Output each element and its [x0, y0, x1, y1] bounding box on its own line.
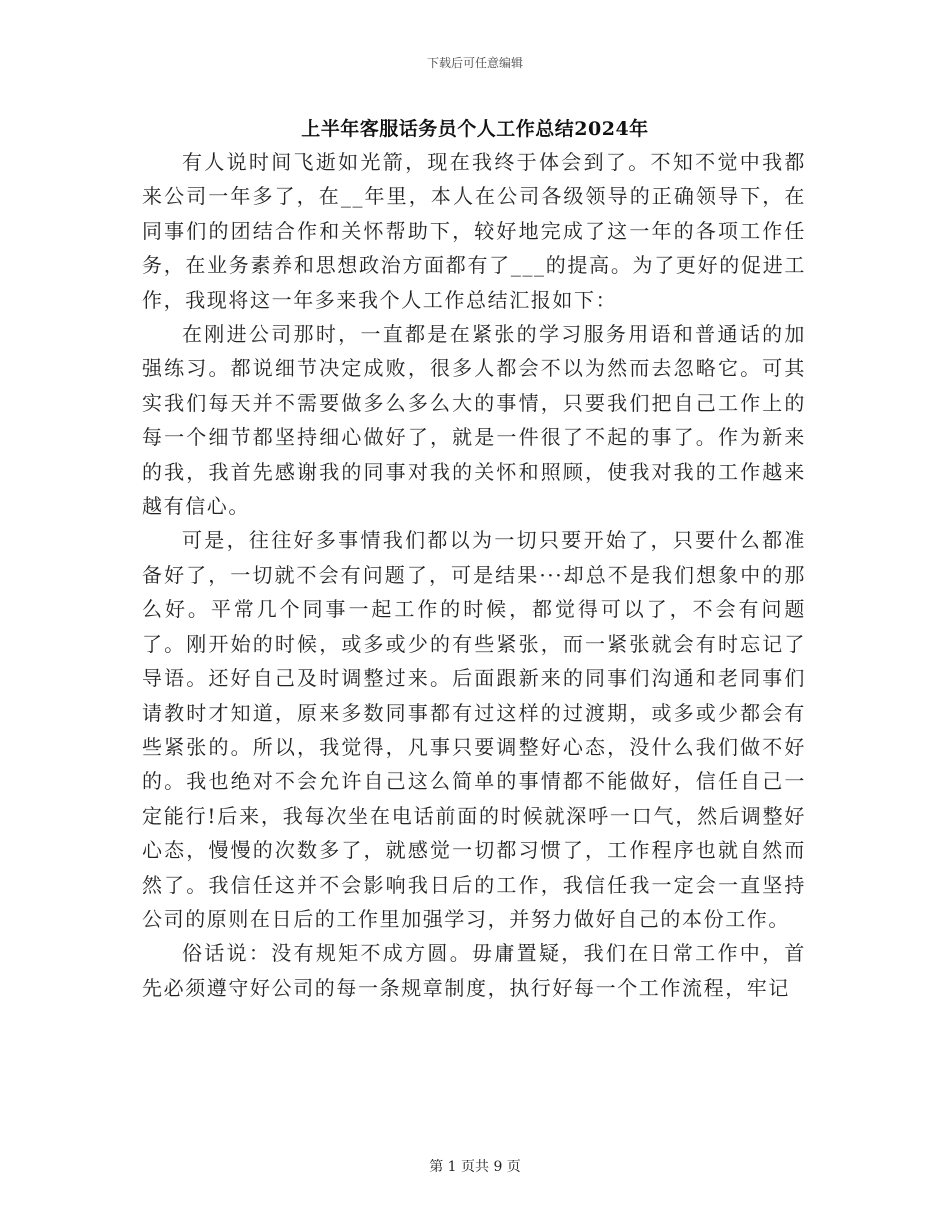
paragraph: 在刚进公司那时，一直都是在紧张的学习服务用语和普通话的加强练习。都说细节决定成败，很多人都会不以为然而去忽略它。可其实我们每天并不需要做多么多么大的事情，只要我们把自己工作上的每一个细节都坚持细心做好了，就是一件很了不起的事了。作为新来的我，我首先感谢我的同事对我的关怀和照顾，使我对我的工作越来越有信心。 [142, 322, 806, 519]
paragraph: 可是，往往好多事情我们都以为一切只要开始了，只要什么都准备好了，一切就不会有问题了，可是结果···却总不是我们想象中的那么好。平常几个同事一起工作的时候，都觉得可以了，不会有问题了。刚开始的时候，或多或少的有些紧张，而一紧张就会有时忘记了导语。还好自己及时调整过来。后面跟新来的同事们沟通和老同事们请教时才知道，原来多数同事都有过这样的过渡期，或多或少都会有些紧张的。所以，我觉得，凡事只要调整好心态，没什么我们做不好的。我也绝对不会允许自己这么简单的事情都不能做好，信任自己一定能行!后来，我每次坐在电话前面的时候就深呼一口气，然后调整好心态，慢慢的次数多了，就感觉一切都习惯了，工作程序也就自然而然了。我信任这并不会影响我日后的工作，我信任我一定会一直坚持公司的原则在日后的工作里加强学习，并努力做好自己的本份工作。 [142, 528, 806, 931]
page-number: 第 1 页共 9 页 [429, 1159, 521, 1175]
header-note: 下载后可任意编辑 [426, 56, 523, 70]
paragraph: 有人说时间飞逝如光箭，现在我终于体会到了。不知不觉中我都来公司一年多了，在__年里，本人在公司各级领导的正确领导下，在同事们的团结合作和关怀帮助下，较好地完成了这一年的各项工作任务，在业务素养和思想政治方面都有了___的提高。为了更好的促进工作，我现将这一年多来我个人工作总结汇报如下： [142, 150, 806, 312]
document-title: 上半年客服话务员个人工作总结2024年 [301, 118, 649, 140]
document-body [142, 145, 806, 1005]
paragraph: 俗话说：没有规矩不成方圆。毋庸置疑，我们在日常工作中，首先必须遵守好公司的每一条规章制度，执行好每一个工作流程，牢记 [142, 941, 806, 1000]
